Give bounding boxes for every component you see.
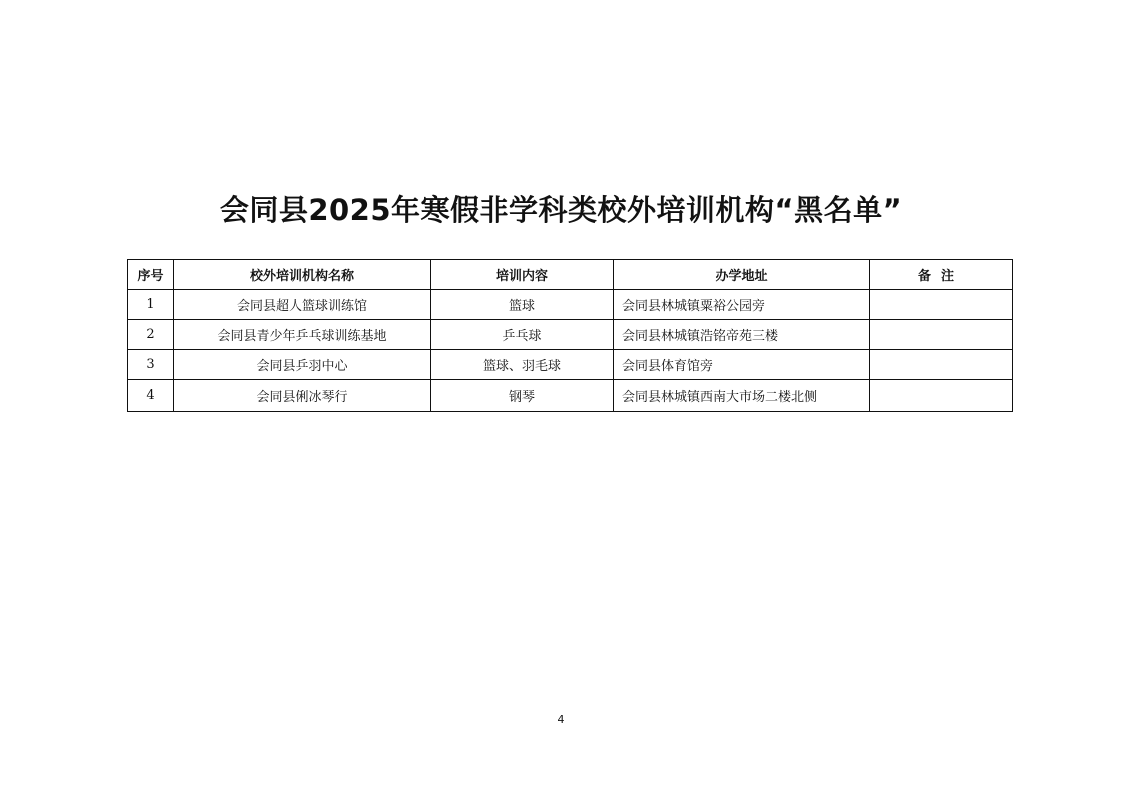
- cell-index: 3: [128, 350, 174, 380]
- cell-institution: 会同县乒羽中心: [174, 350, 431, 380]
- cell-remark: [870, 350, 1013, 380]
- cell-remark: [870, 320, 1013, 350]
- cell-address: 会同县林城镇粟裕公园旁: [614, 290, 870, 320]
- table-row: [128, 380, 1013, 412]
- table-header-row: [128, 260, 1013, 290]
- cell-address: 会同县林城镇西南大市场二楼北侧: [614, 380, 870, 412]
- header-content: 培训内容: [431, 260, 614, 290]
- cell-address: 会同县体育馆旁: [614, 350, 870, 380]
- table-row: [128, 290, 1013, 320]
- header-index: 序号: [128, 260, 174, 290]
- page-number: 4: [557, 713, 565, 726]
- cell-address: 会同县林城镇浩铭帝苑三楼: [614, 320, 870, 350]
- document-title: 会同县2025年寒假非学科类校外培训机构“黑名单”: [219, 193, 903, 227]
- table-row: [128, 320, 1013, 350]
- cell-remark: [870, 290, 1013, 320]
- cell-index: 1: [128, 290, 174, 320]
- table-row: [128, 350, 1013, 380]
- cell-remark: [870, 380, 1013, 412]
- header-address: 办学地址: [614, 260, 870, 290]
- cell-content: 乒乓球: [431, 320, 614, 350]
- cell-content: 钢琴: [431, 380, 614, 412]
- cell-institution: 会同县超人篮球训练馆: [174, 290, 431, 320]
- cell-institution: 会同县青少年乒乓球训练基地: [174, 320, 431, 350]
- cell-institution: 会同县俐冰琴行: [174, 380, 431, 412]
- blacklist-table: [127, 259, 1013, 412]
- cell-index: 4: [128, 380, 174, 412]
- cell-content: 篮球、羽毛球: [431, 350, 614, 380]
- header-remark: 备注: [870, 260, 1013, 290]
- cell-index: 2: [128, 320, 174, 350]
- header-institution: 校外培训机构名称: [174, 260, 431, 290]
- cell-content: 篮球: [431, 290, 614, 320]
